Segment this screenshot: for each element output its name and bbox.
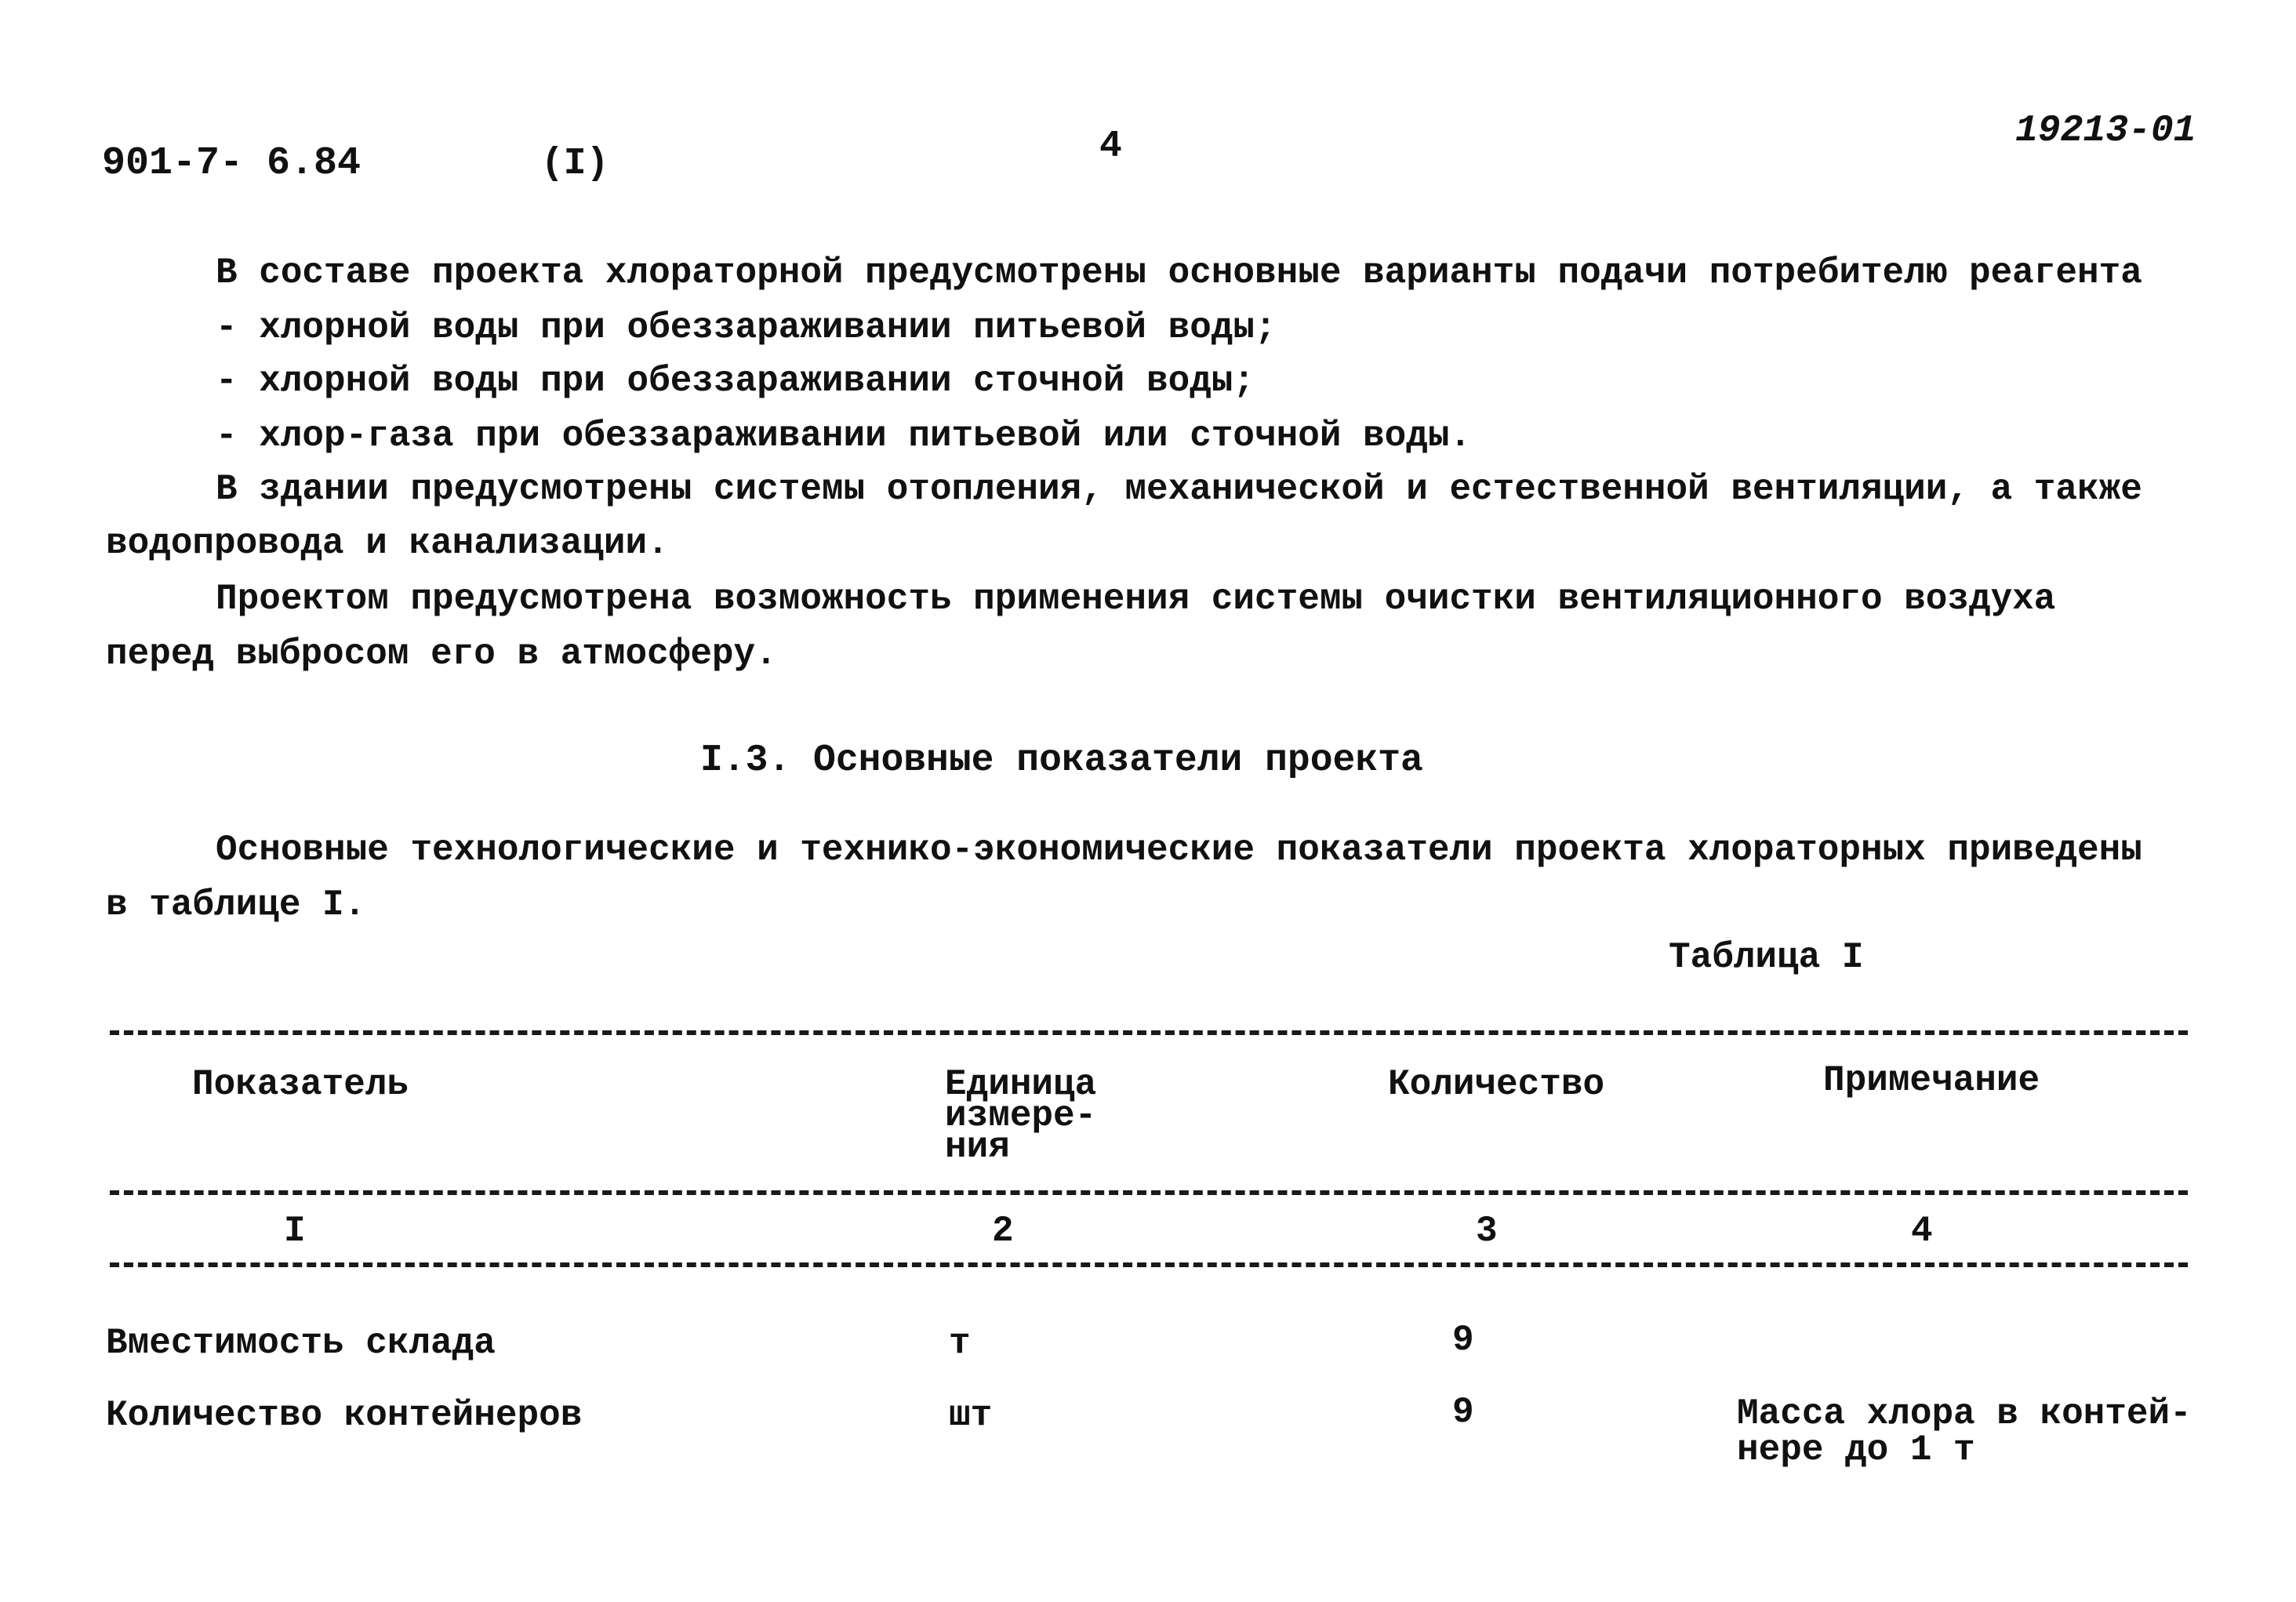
column-header-note: Примечание: [1823, 1060, 2040, 1101]
section-heading: I.3. Основные показатели проекта: [700, 739, 1423, 782]
column-number: 4: [1911, 1211, 1933, 1251]
column-number: 3: [1476, 1211, 1498, 1251]
column-header-indicator: Показатель: [192, 1064, 409, 1105]
column-header-unit-line: измере-: [945, 1095, 1097, 1136]
paragraph-line: В здании предусмотрены системы отопления, механической и естественной вентиляции, а также: [216, 469, 2142, 510]
paragraph-line: - хлорной воды при обеззараживании сточной воды;: [216, 361, 1255, 401]
sheet-label: (I): [541, 143, 609, 185]
intro-line: Основные технологические и технико-экономические показатели проекта хлораторных приведены: [216, 830, 2142, 870]
table-cell-indicator: Вместимость склада: [106, 1323, 496, 1364]
document-code-prefix: 901-7-: [102, 141, 244, 186]
column-header-unit-line: Единица: [945, 1064, 1097, 1105]
table-caption: Таблица I: [1669, 937, 1864, 978]
intro-line: в таблице I.: [106, 885, 366, 925]
inventory-number: 19213-01: [2015, 110, 2196, 152]
document-code: [102, 141, 361, 186]
table-cell-quantity: 9: [1452, 1320, 1474, 1360]
column-header-unit: [945, 1064, 1097, 1168]
table-cell-unit: шт: [949, 1395, 993, 1436]
paragraph-line: - хлорной воды при обеззараживании питьевой воды;: [216, 307, 1277, 348]
column-number: I: [284, 1211, 306, 1251]
table-cell-note-line: Масса хлора в контей-: [1737, 1393, 2192, 1434]
paragraph-line: В составе проекта хлораторной предусмотрены основные варианты подачи потребителю реагента: [216, 252, 2142, 293]
table-cell-indicator: Количество контейнеров: [106, 1395, 583, 1436]
column-header-quantity: Количество: [1388, 1064, 1605, 1105]
column-number: 2: [992, 1211, 1014, 1251]
page-number: 4: [1099, 125, 1122, 168]
document-code-suffix: 6.84: [267, 141, 361, 186]
table-cell-note: [1737, 1393, 2192, 1470]
table-rule-header: [110, 1190, 2188, 1195]
column-header-unit-line: ния: [945, 1127, 1010, 1168]
table-cell-unit: т: [949, 1323, 971, 1364]
paragraph-line: перед выбросом его в атмосферу.: [106, 634, 777, 674]
table-rule-numbers: [110, 1262, 2188, 1267]
table-cell-note-line: нере до 1 т: [1737, 1429, 1975, 1470]
table-cell-quantity: 9: [1452, 1392, 1474, 1433]
table-rule-top: [110, 1030, 2188, 1035]
paragraph-line: - хлор-газа при обеззараживании питьевой или сточной воды.: [216, 416, 1472, 456]
paragraph-line: водопровода и канализации.: [106, 523, 669, 564]
paragraph-line: Проектом предусмотрена возможность применения системы очистки вентиляционного воздуха: [216, 579, 2056, 619]
